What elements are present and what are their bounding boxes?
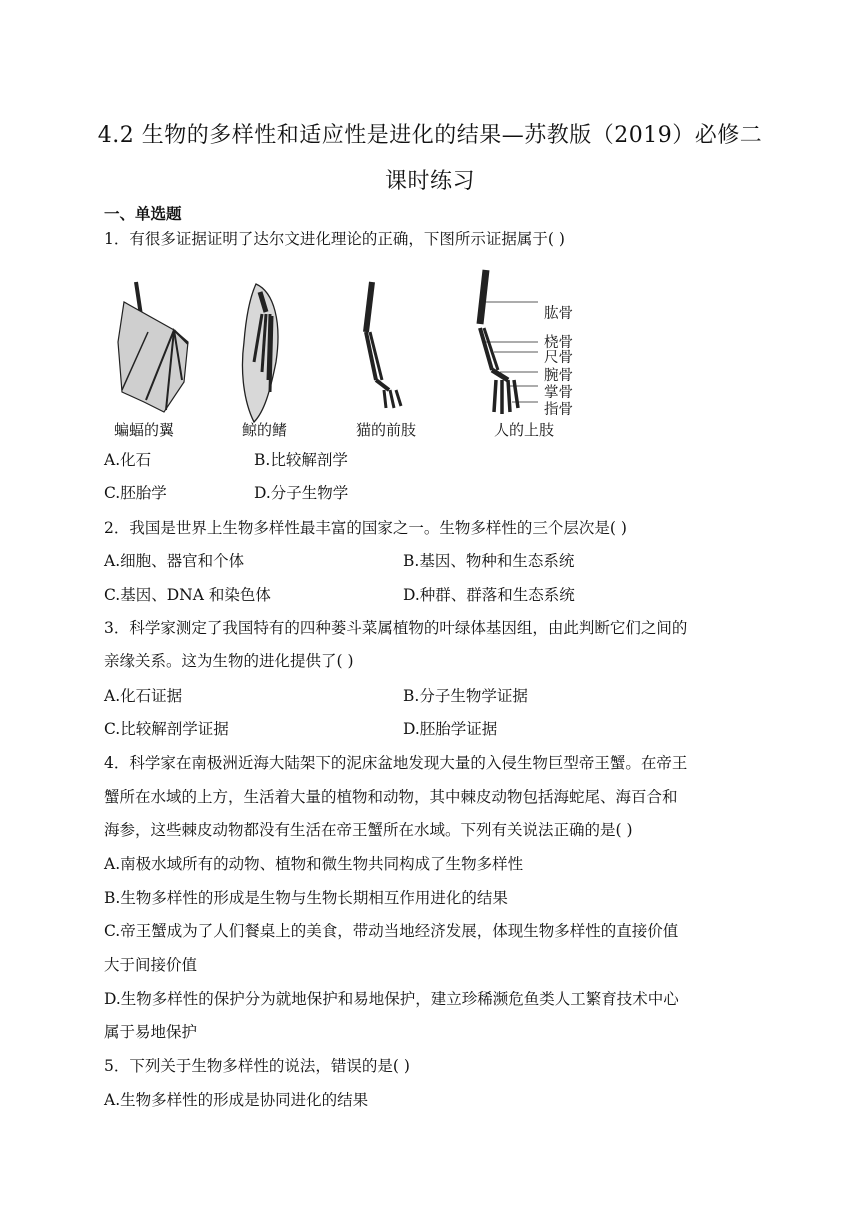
q4-stem-line1: 4．科学家在南极洲近海大陆架下的泥床盆地发现大量的入侵生物巨型帝王蟹。在帝王 [104, 754, 688, 772]
caption-bat-wing: 蝙蝠的翼 [114, 421, 175, 439]
q1-option-b[interactable]: B.比较解剖学 [254, 451, 348, 469]
bat-wing-drawing [118, 282, 188, 412]
q5-option-a[interactable]: A.生物多样性的形成是协同进化的结果 [104, 1091, 369, 1109]
q4-option-d-cont: 属于易地保护 [104, 1023, 198, 1041]
doc-title-line1: 4.2 生物的多样性和适应性是进化的结果—苏教版（2019）必修二 [97, 123, 763, 148]
q3-stem-line2: 亲缘关系。这为生物的进化提供了( ) [104, 652, 354, 670]
caption-human-arm: 人的上肢 [494, 421, 555, 439]
q2-option-a[interactable]: A.细胞、器官和个体 [104, 552, 245, 570]
whale-fin-drawing [242, 284, 278, 422]
limb-illustration [104, 262, 604, 440]
q3-option-b[interactable]: B.分子生物学证据 [403, 687, 528, 705]
q2-option-b[interactable]: B.基因、物种和生态系统 [403, 552, 575, 570]
q1-option-d[interactable]: D.分子生物学 [254, 484, 349, 502]
q4-stem-line3: 海参，这些棘皮动物都没有生活在帝王蟹所在水域。下列有关说法正确的是( ) [104, 821, 633, 839]
label-metacarpals: 掌骨 [544, 385, 573, 401]
q3-option-c[interactable]: C.比较解剖学证据 [104, 720, 229, 738]
q2-option-c[interactable]: C.基因、DNA 和染色体 [104, 586, 271, 604]
q5-stem: 5．下列关于生物多样性的说法，错误的是( ) [104, 1057, 410, 1075]
q4-option-c[interactable]: C.帝王蟹成为了人们餐桌上的美食，带动当地经济发展，体现生物多样性的直接价值 [104, 922, 679, 940]
q4-option-b[interactable]: B.生物多样性的形成是生物与生物长期相互作用进化的结果 [104, 889, 508, 907]
q2-stem: 2．我国是世界上生物多样性最丰富的国家之一。生物多样性的三个层次是( ) [104, 519, 627, 537]
q1-option-c[interactable]: C.胚胎学 [104, 484, 167, 502]
label-humerus: 肱骨 [544, 306, 573, 322]
q3-option-d[interactable]: D.胚胎学证据 [403, 720, 498, 738]
q4-option-d[interactable]: D.生物多样性的保护分为就地保护和易地保护，建立珍稀濒危鱼类人工繁育技术中心 [104, 990, 679, 1008]
label-radius: 桡骨 [544, 335, 573, 351]
human-arm-drawing [480, 270, 538, 414]
q4-option-c-cont: 大于间接价值 [104, 956, 198, 974]
q2-option-d[interactable]: D.种群、群落和生态系统 [403, 586, 575, 604]
cat-forelimb-drawing [366, 282, 401, 408]
q3-stem-line1: 3．科学家测定了我国特有的四种蒌斗菜属植物的叶绿体基因组，由此判断它们之间的 [104, 619, 688, 637]
limb-comparison-figure [104, 262, 604, 440]
caption-cat-forelimb: 猫的前肢 [356, 421, 417, 439]
q4-option-a[interactable]: A.南极水域所有的动物、植物和微生物共同构成了生物多样性 [104, 855, 524, 873]
label-ulna: 尺骨 [544, 350, 573, 366]
q1-stem: 1．有很多证据证明了达尔文进化理论的正确，下图所示证据属于( ) [104, 230, 565, 248]
section-heading: 一、单选题 [104, 205, 182, 223]
q3-option-a[interactable]: A.化石证据 [104, 687, 183, 705]
caption-whale-fin: 鲸的鳍 [242, 421, 288, 439]
q4-stem-line2: 蟹所在水域的上方，生活着大量的植物和动物，其中棘皮动物包括海蛇尾、海百合和 [104, 788, 678, 806]
doc-title-line2: 课时练习 [384, 169, 475, 194]
q1-option-a[interactable]: A.化石 [104, 451, 152, 469]
label-phalanges: 指骨 [544, 402, 573, 418]
label-carpals: 腕骨 [544, 368, 573, 384]
